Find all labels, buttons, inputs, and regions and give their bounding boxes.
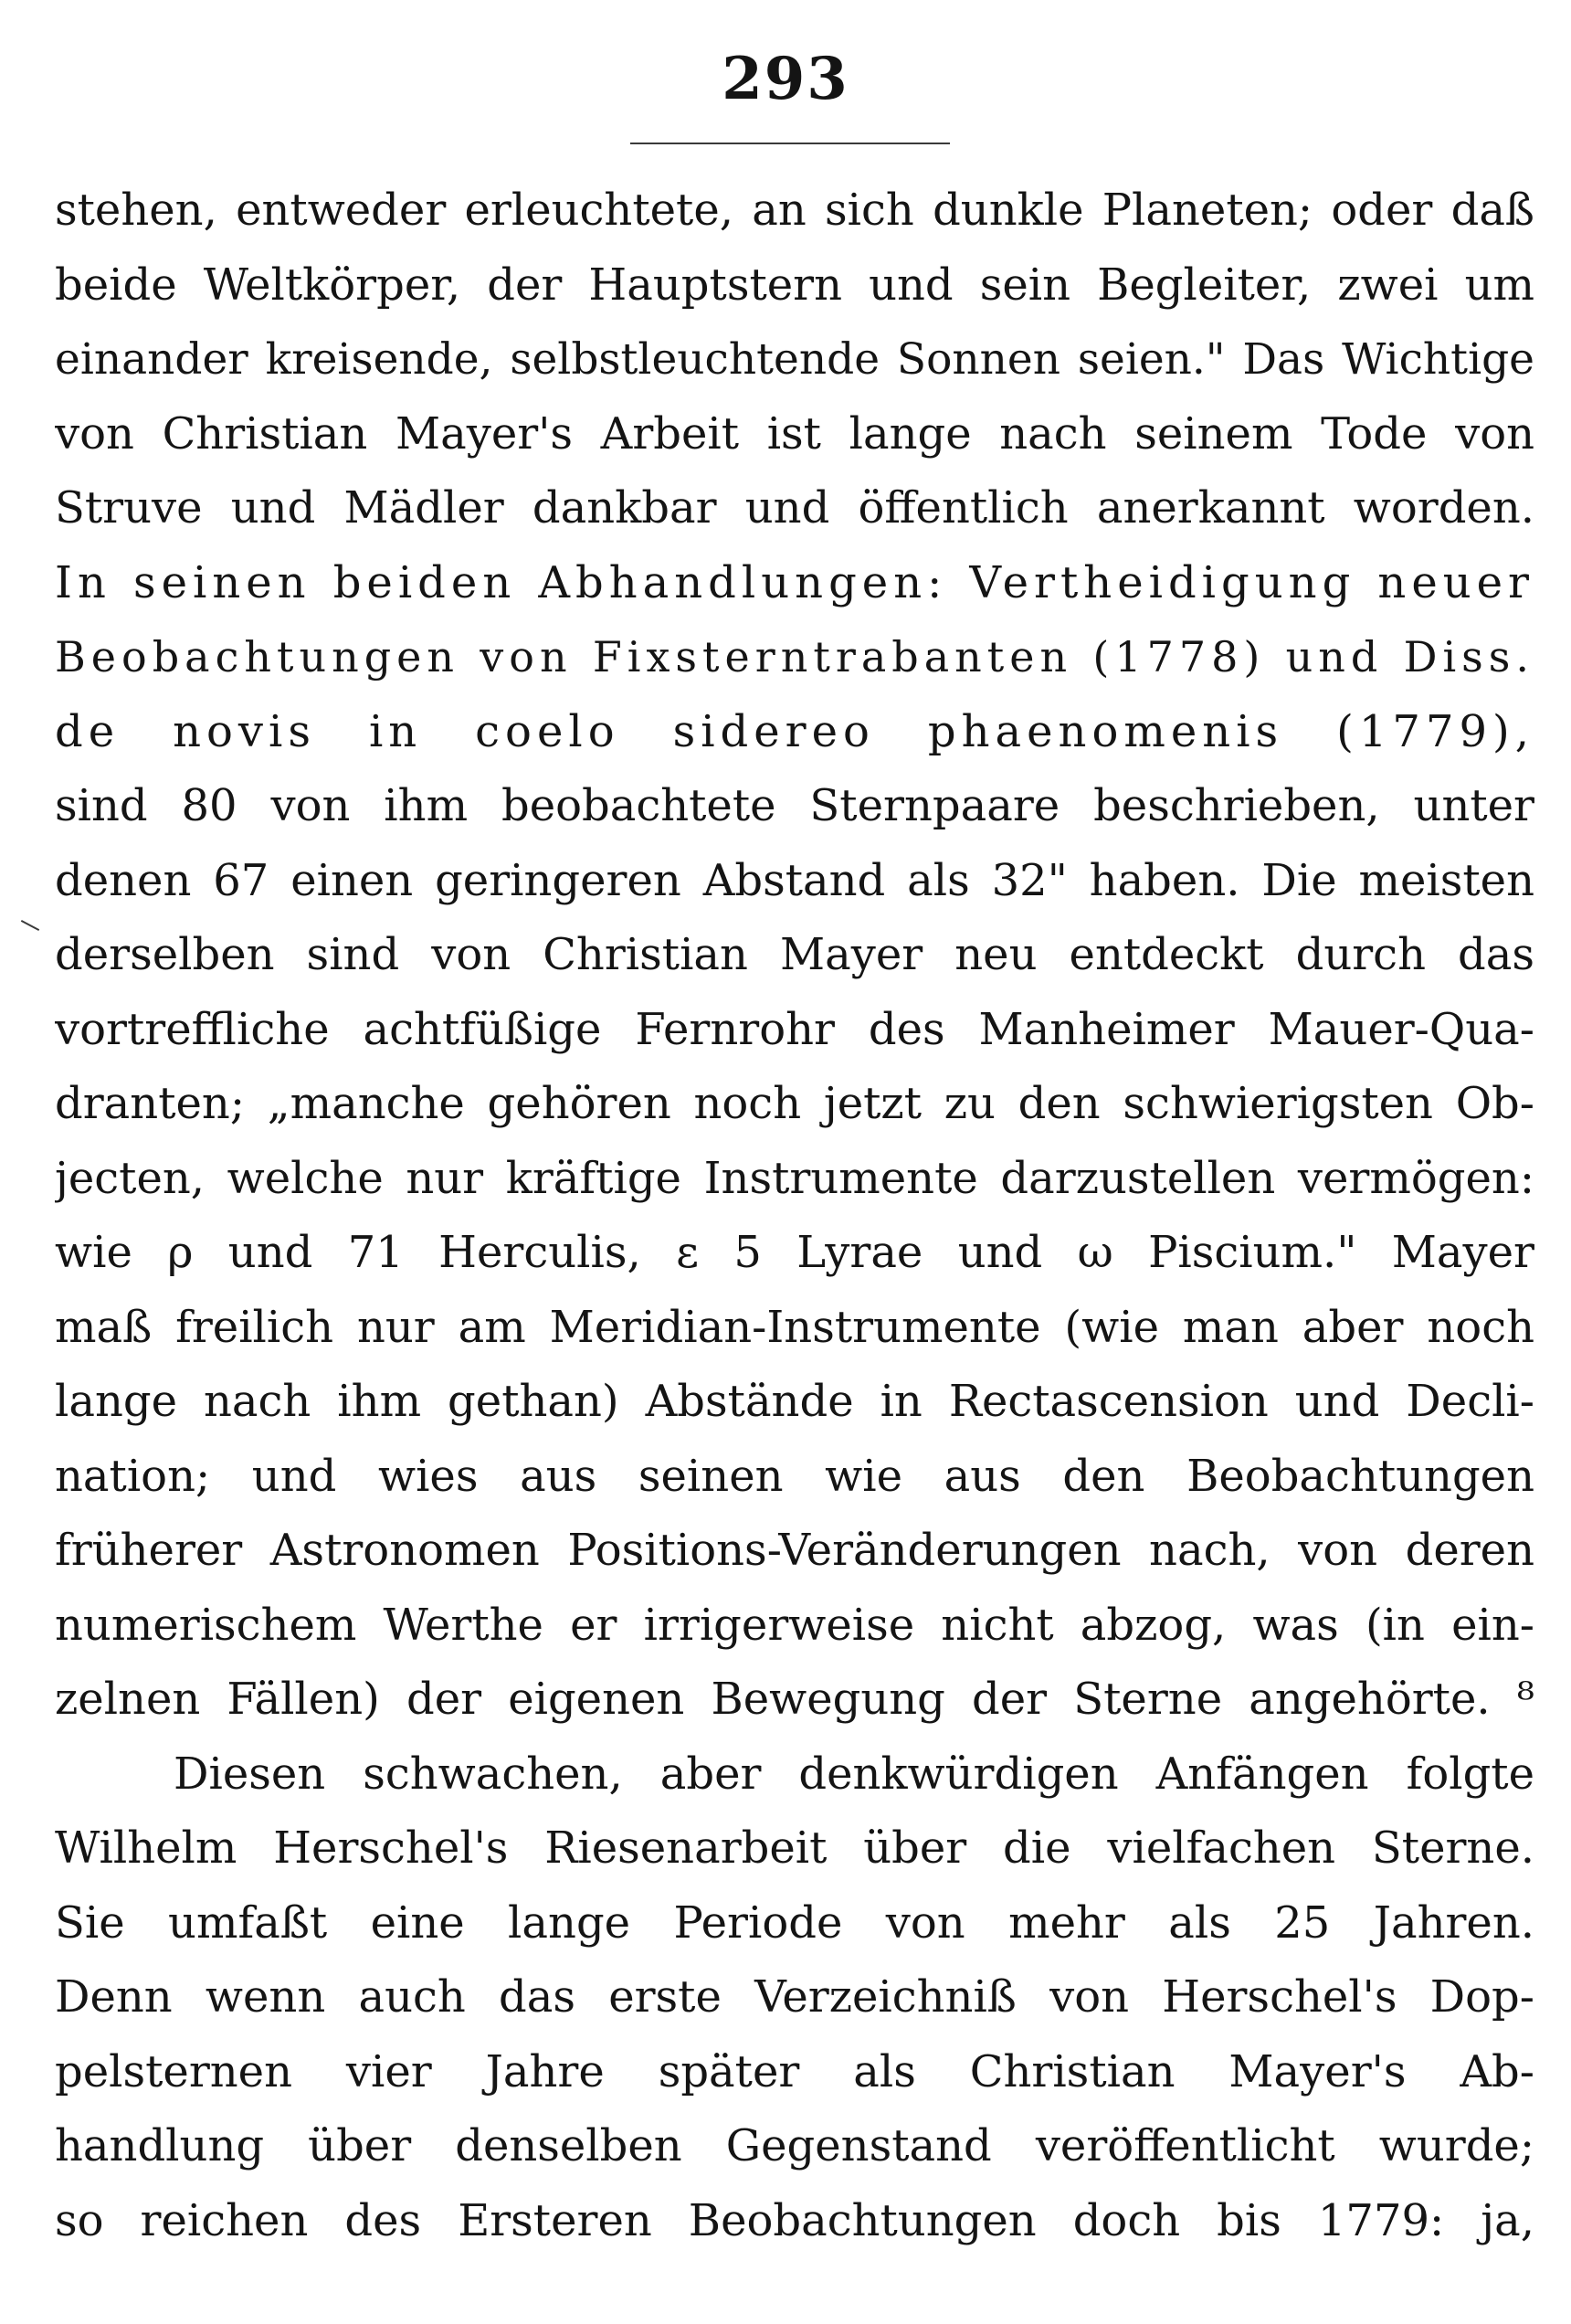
text-line: von Christian Mayer's Arbeit ist lange nach seinem Tode von xyxy=(55,407,1534,460)
text-line: stehen, entweder erleuchtete, an sich dunkle Planeten; oder daß xyxy=(55,185,1534,236)
page-number: 293 xyxy=(722,45,849,113)
margin-mark xyxy=(21,920,39,931)
text-line: vortreffliche achtfüßige Fernrohr des Manheimer Mauer-Qua- xyxy=(55,1003,1534,1055)
text-line: Sie umfaßt eine lange Periode von mehr als 25 Jahren. xyxy=(55,1896,1534,1949)
text-line: derselben sind von Christian Mayer neu entdeckt durch das xyxy=(55,929,1534,980)
text-line: denen 67 einen geringeren Abstand als 32" haben. Die meisten xyxy=(55,854,1534,906)
text-line: so reichen des Ersteren Beobachtungen doch bis 1779: ja, xyxy=(55,2194,1534,2246)
text-line: de novis in coelo sidereo phaenomenis (1779), xyxy=(55,705,1534,757)
text-line: lange nach ihm gethan) Abstände in Rectascension und Decli- xyxy=(55,1376,1534,1427)
text-line: In seinen beiden Abhandlungen: Vertheidigung neuer xyxy=(55,556,1534,608)
text-line: Denn wenn auch das erste Verzeichniß von Herschel's Dop- xyxy=(55,1971,1534,2023)
text-line: nation; und wies aus seinen wie aus den Beobachtungen xyxy=(55,1450,1534,1502)
text-line: Struve und Mädler dankbar und öffentlich anerkannt worden. xyxy=(55,482,1534,533)
text-line: maß freilich nur am Meridian-Instrumente (wie man aber noch xyxy=(55,1301,1534,1353)
text-line: Beobachtungen von Fixsterntrabanten (1778) und Diss. xyxy=(55,632,1534,681)
text-line: sind 80 von ihm beobachtete Sternpaare beschrieben, unter xyxy=(55,780,1534,831)
text-line: beide Weltkörper, der Hauptstern und sein Begleiter, zwei um xyxy=(55,259,1534,311)
text-line: jecten, welche nur kräftige Instrumente darzustellen vermögen: xyxy=(55,1152,1534,1204)
body-text xyxy=(55,174,1534,2258)
text-line: Wilhelm Herschel's Riesenarbeit über die vielfachen Sterne. xyxy=(55,1822,1534,1874)
text-line: Diesen schwachen, aber denkwürdigen Anfängen folgte xyxy=(174,1748,1534,1800)
text-line: zelnen Fällen) der eigenen Bewegung der Sterne angehörte. ⁸ xyxy=(55,1674,1534,1725)
text-line: dranten; „manche gehören noch jetzt zu den schwierigsten Ob- xyxy=(55,1078,1534,1129)
text-line: numerischem Werthe er irrigerweise nicht abzog, was (in ein- xyxy=(55,1599,1534,1651)
text-line: wie ρ und 71 Herculis, ε 5 Lyrae und ω Piscium." Mayer xyxy=(55,1227,1534,1278)
text-line: handlung über denselben Gegenstand veröffentlicht wurde; xyxy=(55,2120,1534,2171)
text-line: einander kreisende, selbstleuchtende Sonnen seien." Das Wichtige xyxy=(55,334,1534,385)
text-line: früherer Astronomen Positions-Veränderungen nach, von deren xyxy=(55,1525,1534,1576)
header-rule xyxy=(630,143,950,144)
text-line: pelsternen vier Jahre später als Christian Mayer's Ab- xyxy=(55,2045,1534,2097)
